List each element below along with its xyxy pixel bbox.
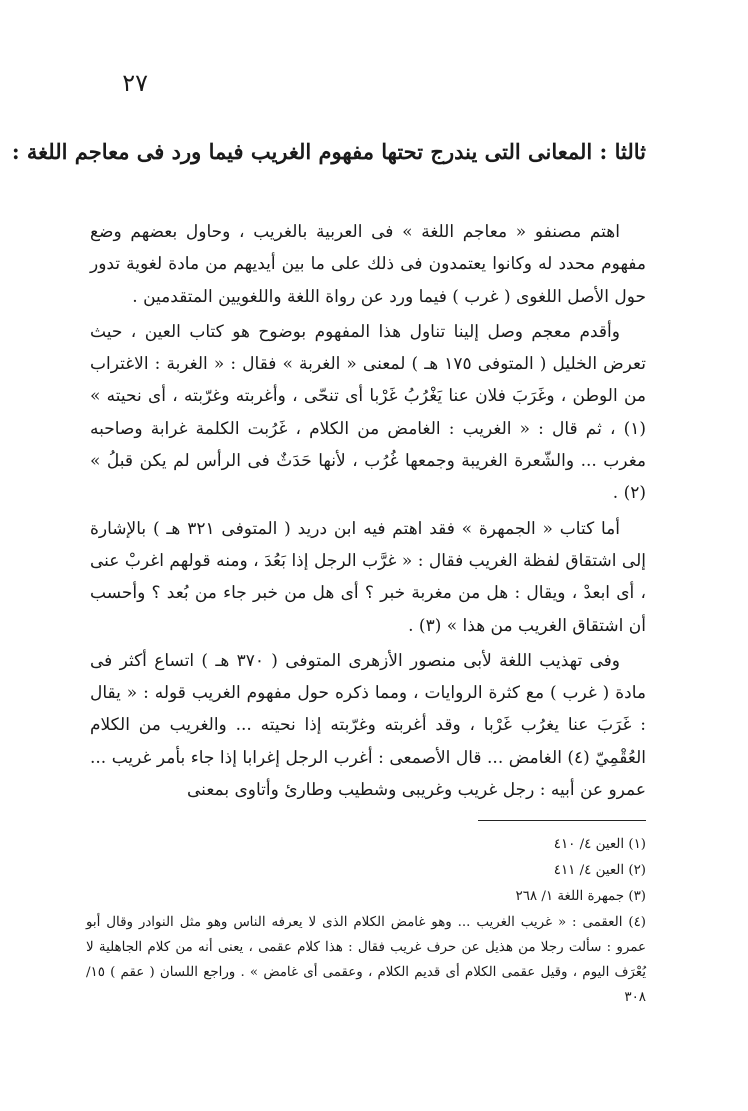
paragraph: وأقدم معجم وصل إلينا تناول هذا المفهوم بوضوح هو كتاب العين ، حيث تعرض الخليل ( المتوفى ١٧٥ هـ ) لمعنى « الغربة » فقال : « الغربة : الاغتراب من الوطن ، وغَرَبَ فلان عنا يَغْرُبُ غَرْبا أى تنحّى ، وأغربته وغرّبته ، أى نحيته » (١) ، ثم قال : « الغريب : الغامض من الكلام ، غَرُبت الكلمة غرابة وصاحبه مغرب ... والشّعرة الغريبة وجمعها غُرُب ، لأنها حَدَثٌ فى الرأس لم يكن قبلُ » (٢) . (90, 321, 646, 504)
paragraph: وفى تهذيب اللغة لأبى منصور الأزهرى المتوفى ( ٣٧٠ هـ ) اتساع أكثر فى مادة ( غرب ) مع كثرة الروايات ، ومما ذكره حول مفهوم الغريب قوله : « يقال : غَرَبَ عنا يغرُب غَرْبا ، وقد أغربته وغرّبته إذا نحيته ... والغريب من الكلام العُقْمِيّ (٤) الغامض ... قال الأصمعى : أغرب الرجل إغرابا إذا جاء بأمر غريب ... عمرو عن أبيه : رجل غريب وغريبى وشطيب وطارئ وأتاوى بمعنى (90, 650, 646, 801)
paragraph: اهتم مصنفو « معاجم اللغة » فى العربية بالغريب ، وحاول بعضهم وضع مفهوم محدد له وكانوا يعتمدون فى ذلك على ما بين أيديهم من مادة لغوية تدور حول الأصل اللغوى ( غرب ) فيما ورد عن رواة اللغة واللغويين المتقدمين . (90, 222, 646, 307)
footnote: (٤) العقمى : « غريب الغريب ... وهو غامض الكلام الذى لا يعرفه الناس وهو مثل النوادر وقال أبو عمرو : سألت رجلا من هذيل عن حرف غريب فقال : هذا كلام عقمى ، يعنى أنه من كلام الجاهلية لا يُعْرَف اليوم ، وقيل عقمى الكلام أى قديم الكلام ، وعقمى أى غامض » . وراجع اللسان ( عقم ) ١٥/ ٣٠٨ (86, 915, 646, 1005)
footnote: (٢) العين ٤/ ٤١١ (553, 863, 646, 878)
footnote: (١) العين ٤/ ٤١٠ (553, 837, 646, 852)
page-number: ٢٧ (122, 69, 148, 97)
footnotes (86, 832, 646, 1010)
footnote-separator (478, 820, 646, 821)
paragraph: أما كتاب « الجمهرة » فقد اهتم فيه ابن دريد ( المتوفى ٣٢١ هـ ) بالإشارة إلى اشتقاق لفظة الغريب فقال : « غرَّب الرجل إذا بَعُدَ ، ومنه قولهم اغربْ عنى ، أى ابعدْ ، ويقال : هل من مغربة خبر ؟ أى هل من خبر جاء من بُعد ؟ وأحسب أن اشتقاق الغريب من هذا » (٣) . (90, 518, 646, 636)
footnote: (٣) جمهرة اللغة ١/ ٢٦٨ (515, 889, 646, 904)
section-heading: ثالثا : المعانى التى يندرج تحتها مفهوم الغريب فيما ورد فى معاجم اللغة : (11, 139, 646, 164)
body-text (90, 216, 646, 809)
